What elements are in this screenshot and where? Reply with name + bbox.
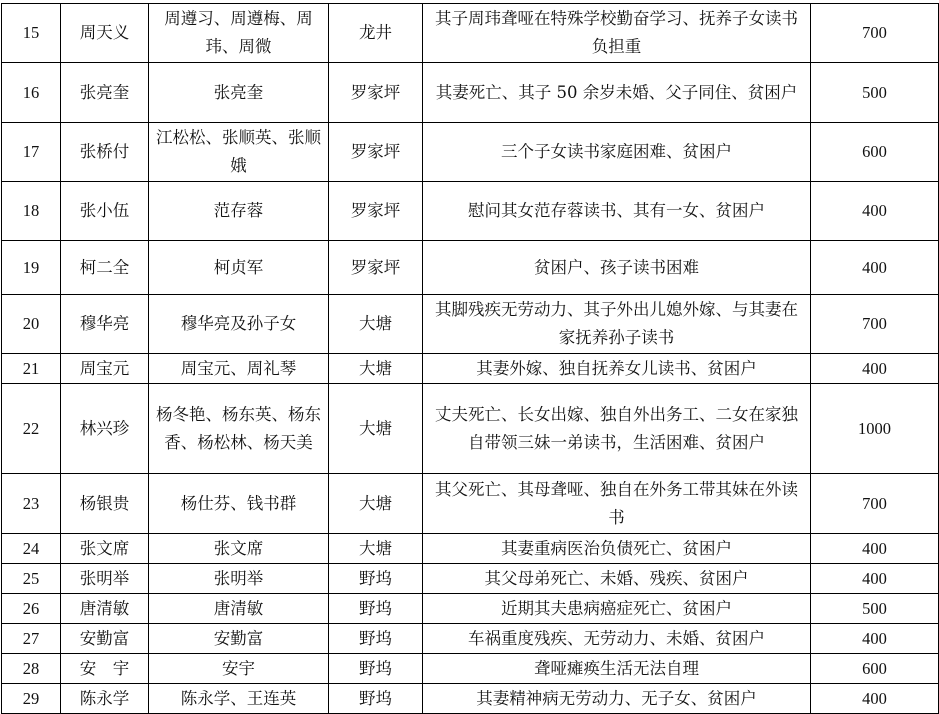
hardship-reason: 其脚残疾无劳动力、其子外出儿媳外嫁、与其妻在家抚养孙子读书 bbox=[423, 295, 811, 354]
applicant-name: 张文席 bbox=[61, 534, 149, 564]
row-number: 16 bbox=[2, 63, 61, 123]
table-row bbox=[2, 123, 939, 182]
hardship-reason: 丈夫死亡、长女出嫁、独自外出务工、二女在家独自带领三妹一弟读书，生活困难、贫困户 bbox=[423, 384, 811, 474]
hardship-reason: 近期其夫患病癌症死亡、贫困户 bbox=[423, 594, 811, 624]
village: 野坞 bbox=[329, 624, 423, 654]
row-number: 25 bbox=[2, 564, 61, 594]
hardship-reason: 其父母弟死亡、未婚、残疾、贫困户 bbox=[423, 564, 811, 594]
aid-amount: 400 bbox=[811, 534, 939, 564]
table-row bbox=[2, 564, 939, 594]
applicant-name: 张桥付 bbox=[61, 123, 149, 182]
aid-amount: 400 bbox=[811, 354, 939, 384]
table-row bbox=[2, 4, 939, 63]
village: 龙井 bbox=[329, 4, 423, 63]
family-members: 周宝元、周礼琴 bbox=[149, 354, 329, 384]
village: 野坞 bbox=[329, 684, 423, 714]
family-members: 张明举 bbox=[149, 564, 329, 594]
hardship-reason: 其妻重病医治负债死亡、贫困户 bbox=[423, 534, 811, 564]
aid-amount: 1000 bbox=[811, 384, 939, 474]
village: 罗家坪 bbox=[329, 182, 423, 241]
row-number: 27 bbox=[2, 624, 61, 654]
family-members: 柯贞军 bbox=[149, 241, 329, 295]
family-members: 安勤富 bbox=[149, 624, 329, 654]
family-members: 范存蓉 bbox=[149, 182, 329, 241]
aid-amount: 400 bbox=[811, 182, 939, 241]
aid-amount: 600 bbox=[811, 654, 939, 684]
applicant-name: 杨银贵 bbox=[61, 474, 149, 534]
relief-roster-table bbox=[1, 3, 939, 714]
table-row bbox=[2, 594, 939, 624]
village: 大塘 bbox=[329, 295, 423, 354]
aid-amount: 700 bbox=[811, 474, 939, 534]
village: 大塘 bbox=[329, 384, 423, 474]
row-number: 17 bbox=[2, 123, 61, 182]
village: 野坞 bbox=[329, 654, 423, 684]
family-members: 唐清敏 bbox=[149, 594, 329, 624]
row-number: 21 bbox=[2, 354, 61, 384]
aid-amount: 600 bbox=[811, 123, 939, 182]
hardship-reason: 其子周玮聋哑在特殊学校勤奋学习、抚养子女读书负担重 bbox=[423, 4, 811, 63]
applicant-name: 张亮奎 bbox=[61, 63, 149, 123]
hardship-reason: 聋哑瘫痪生活无法自理 bbox=[423, 654, 811, 684]
aid-amount: 500 bbox=[811, 594, 939, 624]
village: 罗家坪 bbox=[329, 241, 423, 295]
family-members: 张亮奎 bbox=[149, 63, 329, 123]
table-row bbox=[2, 384, 939, 474]
applicant-name: 安 宇 bbox=[61, 654, 149, 684]
family-members: 江松松、张顺英、张顺娥 bbox=[149, 123, 329, 182]
hardship-reason: 三个子女读书家庭困难、贫困户 bbox=[423, 123, 811, 182]
hardship-reason: 其妻精神病无劳动力、无子女、贫困户 bbox=[423, 684, 811, 714]
applicant-name: 张明举 bbox=[61, 564, 149, 594]
aid-amount: 700 bbox=[811, 295, 939, 354]
family-members: 周遵习、周遵梅、周玮、周微 bbox=[149, 4, 329, 63]
table-row bbox=[2, 474, 939, 534]
applicant-name: 安勤富 bbox=[61, 624, 149, 654]
family-members: 杨仕芬、钱书群 bbox=[149, 474, 329, 534]
table-row bbox=[2, 295, 939, 354]
table-row bbox=[2, 624, 939, 654]
hardship-reason: 其妻外嫁、独自抚养女儿读书、贫困户 bbox=[423, 354, 811, 384]
table-row bbox=[2, 534, 939, 564]
aid-amount: 400 bbox=[811, 564, 939, 594]
aid-amount: 700 bbox=[811, 4, 939, 63]
row-number: 19 bbox=[2, 241, 61, 295]
village: 野坞 bbox=[329, 594, 423, 624]
village: 罗家坪 bbox=[329, 63, 423, 123]
row-number: 29 bbox=[2, 684, 61, 714]
village: 大塘 bbox=[329, 354, 423, 384]
hardship-reason: 车祸重度残疾、无劳动力、未婚、贫困户 bbox=[423, 624, 811, 654]
row-number: 15 bbox=[2, 4, 61, 63]
hardship-reason: 贫困户、孩子读书困难 bbox=[423, 241, 811, 295]
applicant-name: 张小伍 bbox=[61, 182, 149, 241]
family-members: 杨冬艳、杨东英、杨东香、杨松林、杨天美 bbox=[149, 384, 329, 474]
aid-amount: 400 bbox=[811, 241, 939, 295]
applicant-name: 穆华亮 bbox=[61, 295, 149, 354]
table-row bbox=[2, 182, 939, 241]
table-row bbox=[2, 241, 939, 295]
hardship-reason: 其父死亡、其母聋哑、独自在外务工带其妹在外读书 bbox=[423, 474, 811, 534]
applicant-name: 陈永学 bbox=[61, 684, 149, 714]
family-members: 穆华亮及孙子女 bbox=[149, 295, 329, 354]
applicant-name: 周天义 bbox=[61, 4, 149, 63]
aid-amount: 400 bbox=[811, 684, 939, 714]
table-row bbox=[2, 63, 939, 123]
applicant-name: 唐清敏 bbox=[61, 594, 149, 624]
village: 野坞 bbox=[329, 564, 423, 594]
table-row bbox=[2, 654, 939, 684]
row-number: 26 bbox=[2, 594, 61, 624]
hardship-reason: 慰问其女范存蓉读书、其有一女、贫困户 bbox=[423, 182, 811, 241]
row-number: 22 bbox=[2, 384, 61, 474]
row-number: 28 bbox=[2, 654, 61, 684]
aid-amount: 500 bbox=[811, 63, 939, 123]
village: 大塘 bbox=[329, 474, 423, 534]
family-members: 安宇 bbox=[149, 654, 329, 684]
row-number: 20 bbox=[2, 295, 61, 354]
hardship-reason: 其妻死亡、其子 50 余岁未婚、父子同住、贫困户 bbox=[423, 63, 811, 123]
row-number: 24 bbox=[2, 534, 61, 564]
row-number: 18 bbox=[2, 182, 61, 241]
row-number: 23 bbox=[2, 474, 61, 534]
table-row bbox=[2, 684, 939, 714]
applicant-name: 林兴珍 bbox=[61, 384, 149, 474]
table-row bbox=[2, 354, 939, 384]
aid-amount: 400 bbox=[811, 624, 939, 654]
village: 罗家坪 bbox=[329, 123, 423, 182]
applicant-name: 柯二全 bbox=[61, 241, 149, 295]
family-members: 陈永学、王连英 bbox=[149, 684, 329, 714]
family-members: 张文席 bbox=[149, 534, 329, 564]
applicant-name: 周宝元 bbox=[61, 354, 149, 384]
village: 大塘 bbox=[329, 534, 423, 564]
